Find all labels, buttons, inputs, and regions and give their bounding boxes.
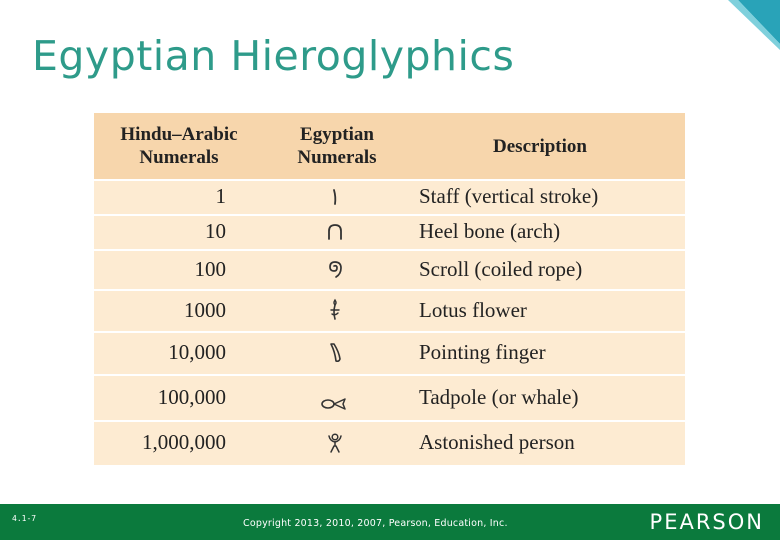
table-row: [94, 289, 685, 331]
numeral-cell: 10,000: [168, 340, 226, 364]
slide-number: 4.1-7: [12, 514, 37, 523]
description-cell: Scroll (coiled rope): [419, 256, 583, 281]
table-row: [94, 214, 685, 249]
tadpole-icon: [319, 391, 351, 417]
header-egyptian-line1: Egyptian: [300, 124, 374, 145]
lotus-flower-icon: [322, 297, 348, 323]
glyph-cell: [290, 289, 380, 331]
numeral-cell: 10: [205, 219, 226, 243]
pointing-finger-icon: [322, 340, 348, 366]
glyph-cell: [290, 374, 380, 420]
footer-bar: [0, 504, 780, 540]
description-cell: Heel bone (arch): [419, 219, 561, 243]
glyph-cell: [290, 331, 380, 374]
table-row: [94, 374, 685, 420]
astonished-person-icon: [322, 430, 348, 456]
description-cell: Tadpole (or whale): [419, 384, 579, 409]
numeral-cell: 100,000: [157, 384, 226, 409]
header-hindu-arabic-line2: Numerals: [139, 147, 219, 168]
header-egyptian-line2: Numerals: [297, 147, 377, 168]
scroll-icon: [322, 256, 348, 282]
description-cell: Pointing finger: [419, 340, 546, 364]
header-egyptian: [264, 113, 410, 179]
numeral-cell: 1000: [184, 297, 226, 322]
description-cell: Astonished person: [419, 430, 575, 454]
heel-bone-icon: [322, 219, 348, 245]
numeral-cell: 100: [194, 256, 226, 281]
pearson-logo: PEARSON: [649, 510, 764, 534]
copyright-text: Copyright 2013, 2010, 2007, Pearson, Education, Inc.: [243, 518, 508, 529]
corner-decoration: [720, 0, 780, 50]
glyph-cell: [290, 249, 380, 289]
description-cell: Staff (vertical stroke): [419, 184, 599, 208]
table-row: [94, 249, 685, 289]
header-hindu-arabic: [94, 113, 264, 179]
table-row: [94, 331, 685, 374]
slide-title: Egyptian Hieroglyphics: [32, 32, 515, 80]
table-row: [94, 420, 685, 465]
glyph-cell: [290, 179, 380, 214]
header-description: Description: [493, 135, 587, 157]
numeral-cell: 1,000,000: [142, 430, 226, 454]
description-cell: Lotus flower: [419, 297, 527, 322]
numerals-table: [94, 113, 685, 465]
glyph-cell: [290, 214, 380, 249]
numeral-cell: 1: [215, 184, 226, 208]
staff-icon: [322, 184, 348, 210]
table-row: [94, 179, 685, 214]
header-hindu-arabic-line1: Hindu–Arabic: [120, 124, 238, 145]
table-header: [94, 113, 685, 179]
glyph-cell: [290, 420, 380, 465]
